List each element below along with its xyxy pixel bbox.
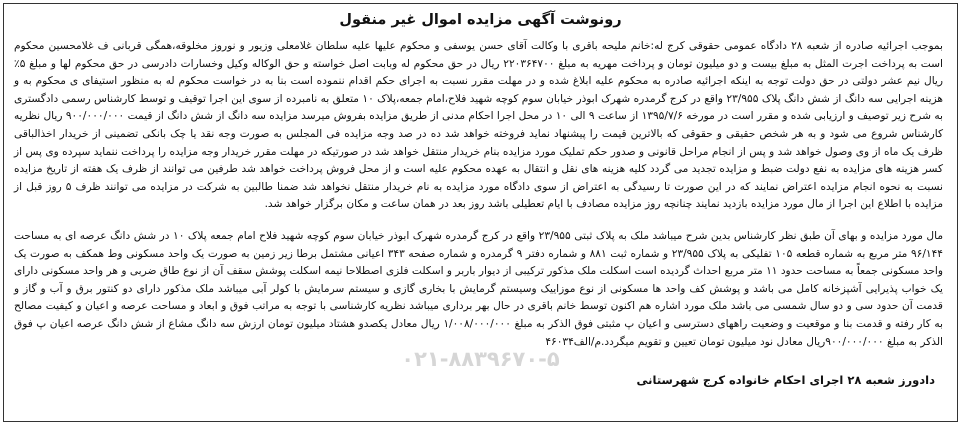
notice-paragraph-property-description: مال مورد مزایده و بهای آن طبق نظر کارشناس بدین شرح میباشد ملک به پلاک ثبتی ۲۳/۹۵۵ واقع در کرج گرمدره شهرک ابوذر خیابان سوم کوچه شهید فلاح امام جمعه پلاک ۱۰ در شش دانگ عرصه ای به مساحت ۹۶/۱۴۴ متر مربع به شماره قطعه ۱۰۵ تفلیکی به پلاک ۲۳/۹۵۵ و شماره ثبت ۸۸۱ و شماره دفتر ۹ گرمدره و شماره صفحه ۳۴۳ اعیانی مشتمل برطا زیر زمین به صورت یک واحد مسکونی وط همکف به صورت یک واحد مسکونی جمعاً به مساحت حدود ۱۱ متر مربع احداث گردیده است اسکلت ملک مذکور ترکیبی از دیوار باربر و اسکلت فلزی اصطلاحا نیمه اسکلت پوشش سقف آن از نوع طاق ضربی و هر واحد مسکونی دارای یک خواب پذیرایی آشپزخانه کامل می باشد و پوشش کف واحد ها مسکونی از نوع موزاییک وسیستم گرمایش با بخاری گازی و سیستم سرمایش با کولر آبی میباشد ملک مذکور دارای دو کنتور برق و آب و گاز و قدمت آن حدود سی و دو سال شمسی می باشد ملک مورد اشاره هم اکنون توسط خانم باقری در حال بهر برداری میباشد نظریه کارشناسی با توجه به مراتب فوق و ابعاد و مساحت عرصه و اعیان و کیفیت مصالح به کار رفته و قدمت بنا و موقعیت و وضعیت راههای دسترسی و اعیان پ مثبتی فوق الذکر به مبلغ ۱/۰۰۸/۰۰۰/۰۰۰ ریال معادل یکصدو هشتاد میلیون تومان ارزش سه دانگ مشاع از شش دانگ عرصه اعیان پ فوق الذکر به مبلغ ۹۰۰/۰۰۰/۰۰۰ریال معادل نود میلیون تومان تعیین و تقویم میگردد.م/الف۴۶۰۳۴ [14, 229, 944, 348]
notice-frame [3, 3, 958, 422]
notice-paragraph-auction-terms: بموجب اجرائیه صادره از شعبه ۲۸ دادگاه عمومی حقوقی کرج له:خانم ملیحه باقری با وکالت آقای حسن یوسفی و محکوم علیها علیه سلطان غلامعلی وزیور و نوروز مخلوقه،همگی قربانی ف غلامحسین محکوم است به پرداخت اجرت المثل به مبلغ بیست و دو میلیون تومان و پرداخت مهریه به مبلغ ۲۲۰۳۶۴۷۰۰ ریال در حق محکوم له وبابت اصل خواسته و حق الوکاله وکیل وخسارات دادرسی در حق محکوم لها و مبلغ ۵٪ ریال نیم عشر دولتی در حق دولت توجه به اینکه اجرائیه صادره به محکوم علیه ابلاغ شده و در مهلت مقرر نسبت به اجرای حکم اقدام ننموده است بنا به در خواست محکوم له به منظور استیفای ی محکوم به و هزینه اجرایی سه دانگ از شش دانگ پلاک ۲۳/۹۵۵ واقع در کرج گرمدره شهرک ابوذر خیابان سوم کوچه شهید فلاح،امام جمعه،پلاک ۱۰ متعلق به نامبرده از سوی این اجرا توقیف و توسط کارشناس رسمی دادگستری به شرح زیر توصیف و ارزیابی شده و مقرر است در مورخه ۱۳۹۵/۷/۶ از ساعت ۹ الی ۱۰ در محل اجرا احکام مدنی از طریق مزایده بفروش میرسد مزایده سه دانگ از شش دانگ از قیمت ۹۰۰/۰۰۰/۰۰۰ ریال نظریه کارشناس شروع می شود و به هر شخص حقیقی و حقوقی که بالاترین قیمت را پیشنهاد نماید فروخته خواهد شد ده در صد وجه مزایده فی المجلس به صورت وجه نقد یا چک بانکی تضمینی از خریدار اخذالباقی ظرف یک ماه از وی وصول خواهد شد و پس از انجام مراحل قانونی و صدور حکم تملیک مورد مزایده بنام خریدار منتقل خواهد شد در صورتیکه در مهلت مقرر خریدار وجه مزایده را پرداخت ننماید سپرده وی پس از کسر هزینه های مزایده به نفع دولت ضبط و مزایده تجدید می گردد کلیه هزینه های نقل و انتقال به عهده محکوم علیه است و از محل فروش پرداخت خواهد شد طرفین می توانند از ظرف یک هفته از تاریخ مزایده نسبت به نحوه انجام مزایده اعتراض نمایند که در این صورت تا رسیدگی به اعتراض از سوی دادگاه مورد مزایده به نام خریدار منتقل نخواهد شد ضمنا طالبین به شرکت در مزایده می توانند ظرف ۵ روز قبل از مزایده با اطلاع این اجرا از مال مورد مزایده بازدید نمایند چنانچه روز مزایده مصادف با ایام تعطیلی باشد روز بعد در همان ساعت و مکان برگزار خواهد شد. [14, 40, 944, 211]
notice-title: رونوشت آگهی مزایده اموال غیر منقول [339, 12, 622, 28]
phone-watermark: ۰۲۱-۸۸۳۹۶۷۰-۵ [401, 347, 560, 372]
notice-signature: دادورز شعبه ۲۸ اجرای احکام خانواده کرج شهرستانی [636, 373, 935, 388]
